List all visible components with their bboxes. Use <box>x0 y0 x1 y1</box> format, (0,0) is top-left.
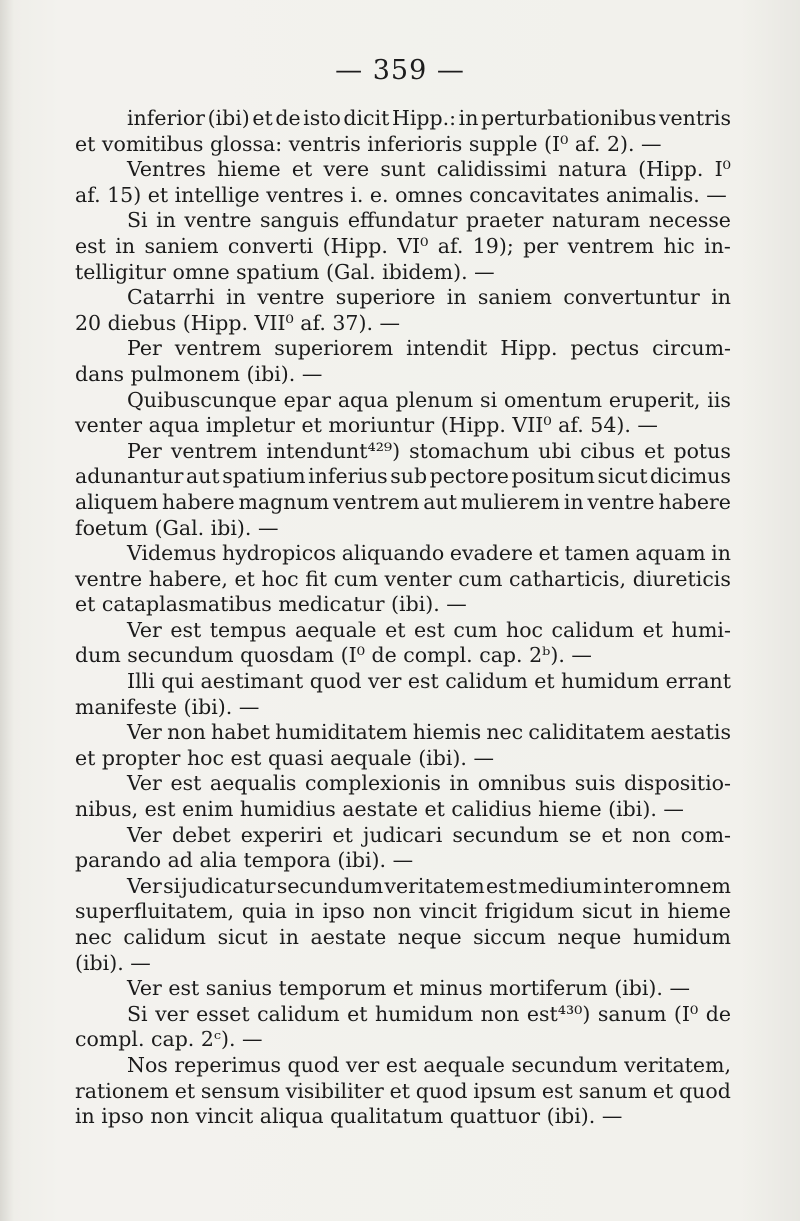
paragraph <box>75 439 731 541</box>
paragraph <box>75 106 731 157</box>
text-line: Catarrhi in ventre superiore in saniem convertuntur in <box>127 285 731 310</box>
text-line: Illi qui aestimant quod ver est calidum et humidum errant <box>127 669 731 694</box>
text-line: et vomitibus glossa: ventris inferioris supple (I⁰ af. 2). — <box>75 131 662 156</box>
text-line: af. 15) et intellige ventres i. e. omnes concavitates animalis. — <box>75 182 727 207</box>
text-line: Si in ventre sanguis effundatur praeter naturam necesse <box>127 208 731 233</box>
text-line: Si ver esset calidum et humidum non est⁴³⁰) sanum (I⁰ de <box>127 1001 731 1026</box>
text-line: compl. cap. 2ᶜ). — <box>75 1027 263 1052</box>
paragraph <box>75 720 731 771</box>
paragraph <box>75 208 731 285</box>
text-line: Ver est aequalis complexionis in omnibus suis dispositio- <box>127 771 731 796</box>
text-line: superfluitatem, quia in ipso non vincit frigidum sicut in hieme <box>75 899 731 924</box>
paragraph <box>75 874 731 976</box>
text-line: Ver debet experiri et judicari secundum se et non com- <box>127 822 731 847</box>
text-line: telligitur omne spatium (Gal. ibidem). — <box>75 259 495 284</box>
text-line: Ventres hieme et vere sunt calidissimi natura (Hipp. I⁰ <box>127 157 731 182</box>
paragraph <box>75 618 731 669</box>
text-line: (ibi). — <box>75 950 151 975</box>
paragraph <box>75 771 731 822</box>
text-line: Ver est tempus aequale et est cum hoc calidum et humi- <box>127 617 731 642</box>
text-line: Ver si judicatur secundum veritatem est medium inter omnem <box>127 873 731 898</box>
paragraph <box>75 285 731 336</box>
text-line: Nos reperimus quod ver est aequale secundum veritatem, <box>127 1052 731 1077</box>
paragraph <box>75 388 731 439</box>
text-line: rationem et sensum visibiliter et quod ipsum est sanum et quod <box>75 1078 731 1103</box>
paragraph <box>75 1053 731 1130</box>
text-line: ventre habere, et hoc fit cum venter cum catharticis, diureticis <box>75 566 731 591</box>
text-line: aliquem habere magnum ventrem aut mulierem in ventre habere <box>75 489 731 514</box>
page-number: — 359 — <box>335 55 465 86</box>
text-line: in ipso non vincit aliqua qualitatum quattuor (ibi). — <box>75 1104 623 1129</box>
text-line: 20 diebus (Hipp. VII⁰ af. 37). — <box>75 310 401 335</box>
text-line: et cataplasmatibus medicatur (ibi). — <box>75 592 467 617</box>
text-line: Ver non habet humiditatem hiemis nec caliditatem aestatis <box>127 720 731 745</box>
text-line: venter aqua impletur et moriuntur (Hipp. VII⁰ af. 54). — <box>75 413 658 438</box>
text-line: Per ventrem intendunt⁴²⁹) stomachum ubi cibus et potus <box>127 438 731 463</box>
paragraph <box>75 669 731 720</box>
paragraph <box>75 541 731 618</box>
paragraph <box>75 336 731 387</box>
text-line: inferior (ibi) et de isto dicit Hipp.: in perturbationibus ventris <box>127 106 731 130</box>
text-line: foetum (Gal. ibi). — <box>75 515 279 540</box>
text-line: dum secundum quosdam (I⁰ de compl. cap. 2ᵇ). — <box>75 643 592 668</box>
paragraph <box>75 1002 731 1053</box>
text-line: et propter hoc est quasi aequale (ibi). — <box>75 745 494 770</box>
text-line: parando ad alia tempora (ibi). — <box>75 848 414 873</box>
text-line: Per ventrem superiorem intendit Hipp. pectus circum- <box>127 336 731 361</box>
text-line: adunantur aut spatium inferius sub pectore positum sicut dicimus <box>75 464 731 489</box>
text-line: dans pulmonem (ibi). — <box>75 361 323 386</box>
text-line: Ver est sanius temporum et minus mortiferum (ibi). — <box>127 976 690 1001</box>
paragraph <box>75 976 731 1002</box>
page-body-text <box>75 106 731 1130</box>
text-line: est in saniem converti (Hipp. VI⁰ af. 19); per ventrem hic in- <box>75 233 731 258</box>
text-line: Videmus hydropicos aliquando evadere et tamen aquam in <box>127 541 731 566</box>
text-line: nibus, est enim humidius aestate et calidius hieme (ibi). — <box>75 797 684 822</box>
text-line: nec calidum sicut in aestate neque siccum neque humidum <box>75 925 731 949</box>
text-line: manifeste (ibi). — <box>75 694 260 719</box>
text-line: Quibuscunque epar aqua plenum si omentum eruperit, iis <box>127 387 731 412</box>
paragraph <box>75 157 731 208</box>
paragraph <box>75 823 731 874</box>
